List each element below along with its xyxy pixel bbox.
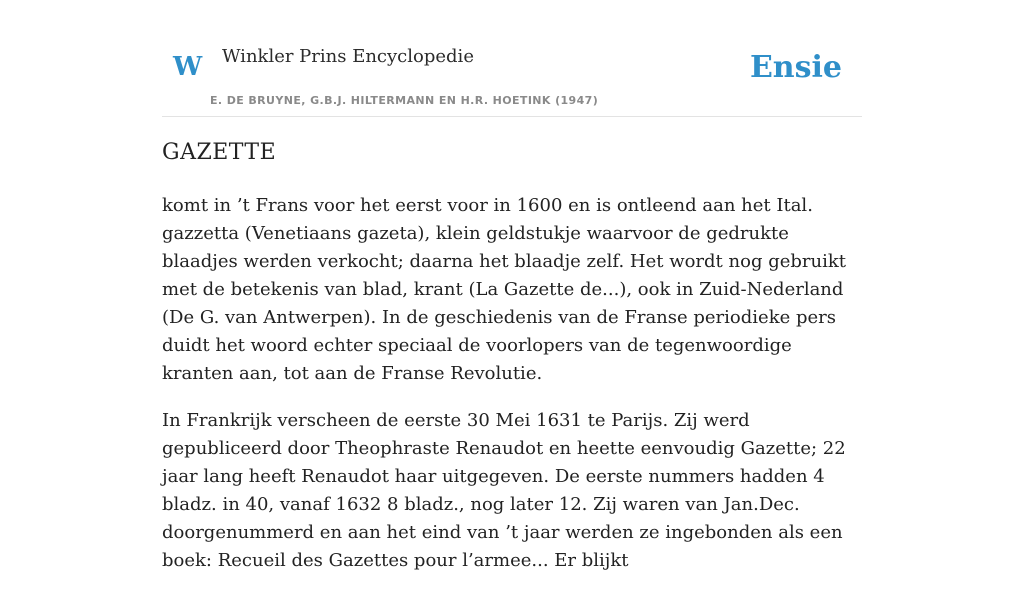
entry-paragraph: komt in ’t Frans voor het eerst voor in 1600 en is ontleend aan het Ital. gazzetta (Venetiaans gazeta), klein geldstukje waarvoor de gedrukte blaadjes werden verkocht; daarna het blaadje zelf. Het wordt nog gebruikt met de betekenis van blad, krant (La Gazette de...), ook in Zuid-Nederland (De G. van Antwerpen). In de geschiedenis van de Franse periodieke pers duidt het woord echter speciaal de voorlopers van de tegenwoordige kranten aan, tot aan de Franse Revolutie. xyxy=(162,195,846,384)
entry-paragraph: In Frankrijk verscheen de eerste 30 Mei 1631 te Parijs. Zij werd gepubliceerd door Theophraste Renaudot en heette eenvoudig Gazette; 22 jaar lang heeft Renaudot haar uitgegeven. De eerste nummers hadden 4 bladz. in 40, vanaf 1632 8 bladz., nog later 12. Zij waren van Jan.Dec. doorgenummerd en aan het eind van ’t jaar werden ze ingebonden als een boek: Recueil des Gazettes pour l’armee... Er blijkt xyxy=(162,410,846,571)
entry-title: GAZETTE xyxy=(162,140,277,165)
source-authors: E. DE BRUYNE, G.B.J. HILTERMANN EN H.R. HOETINK (1947) xyxy=(210,94,599,107)
source-title-link[interactable]: Winkler Prins Encyclopedie xyxy=(222,46,474,67)
source-logo-icon: W xyxy=(173,52,203,82)
header xyxy=(162,0,862,117)
ensie-logo-link[interactable]: Ensie xyxy=(749,50,842,85)
entry-body xyxy=(162,192,862,594)
